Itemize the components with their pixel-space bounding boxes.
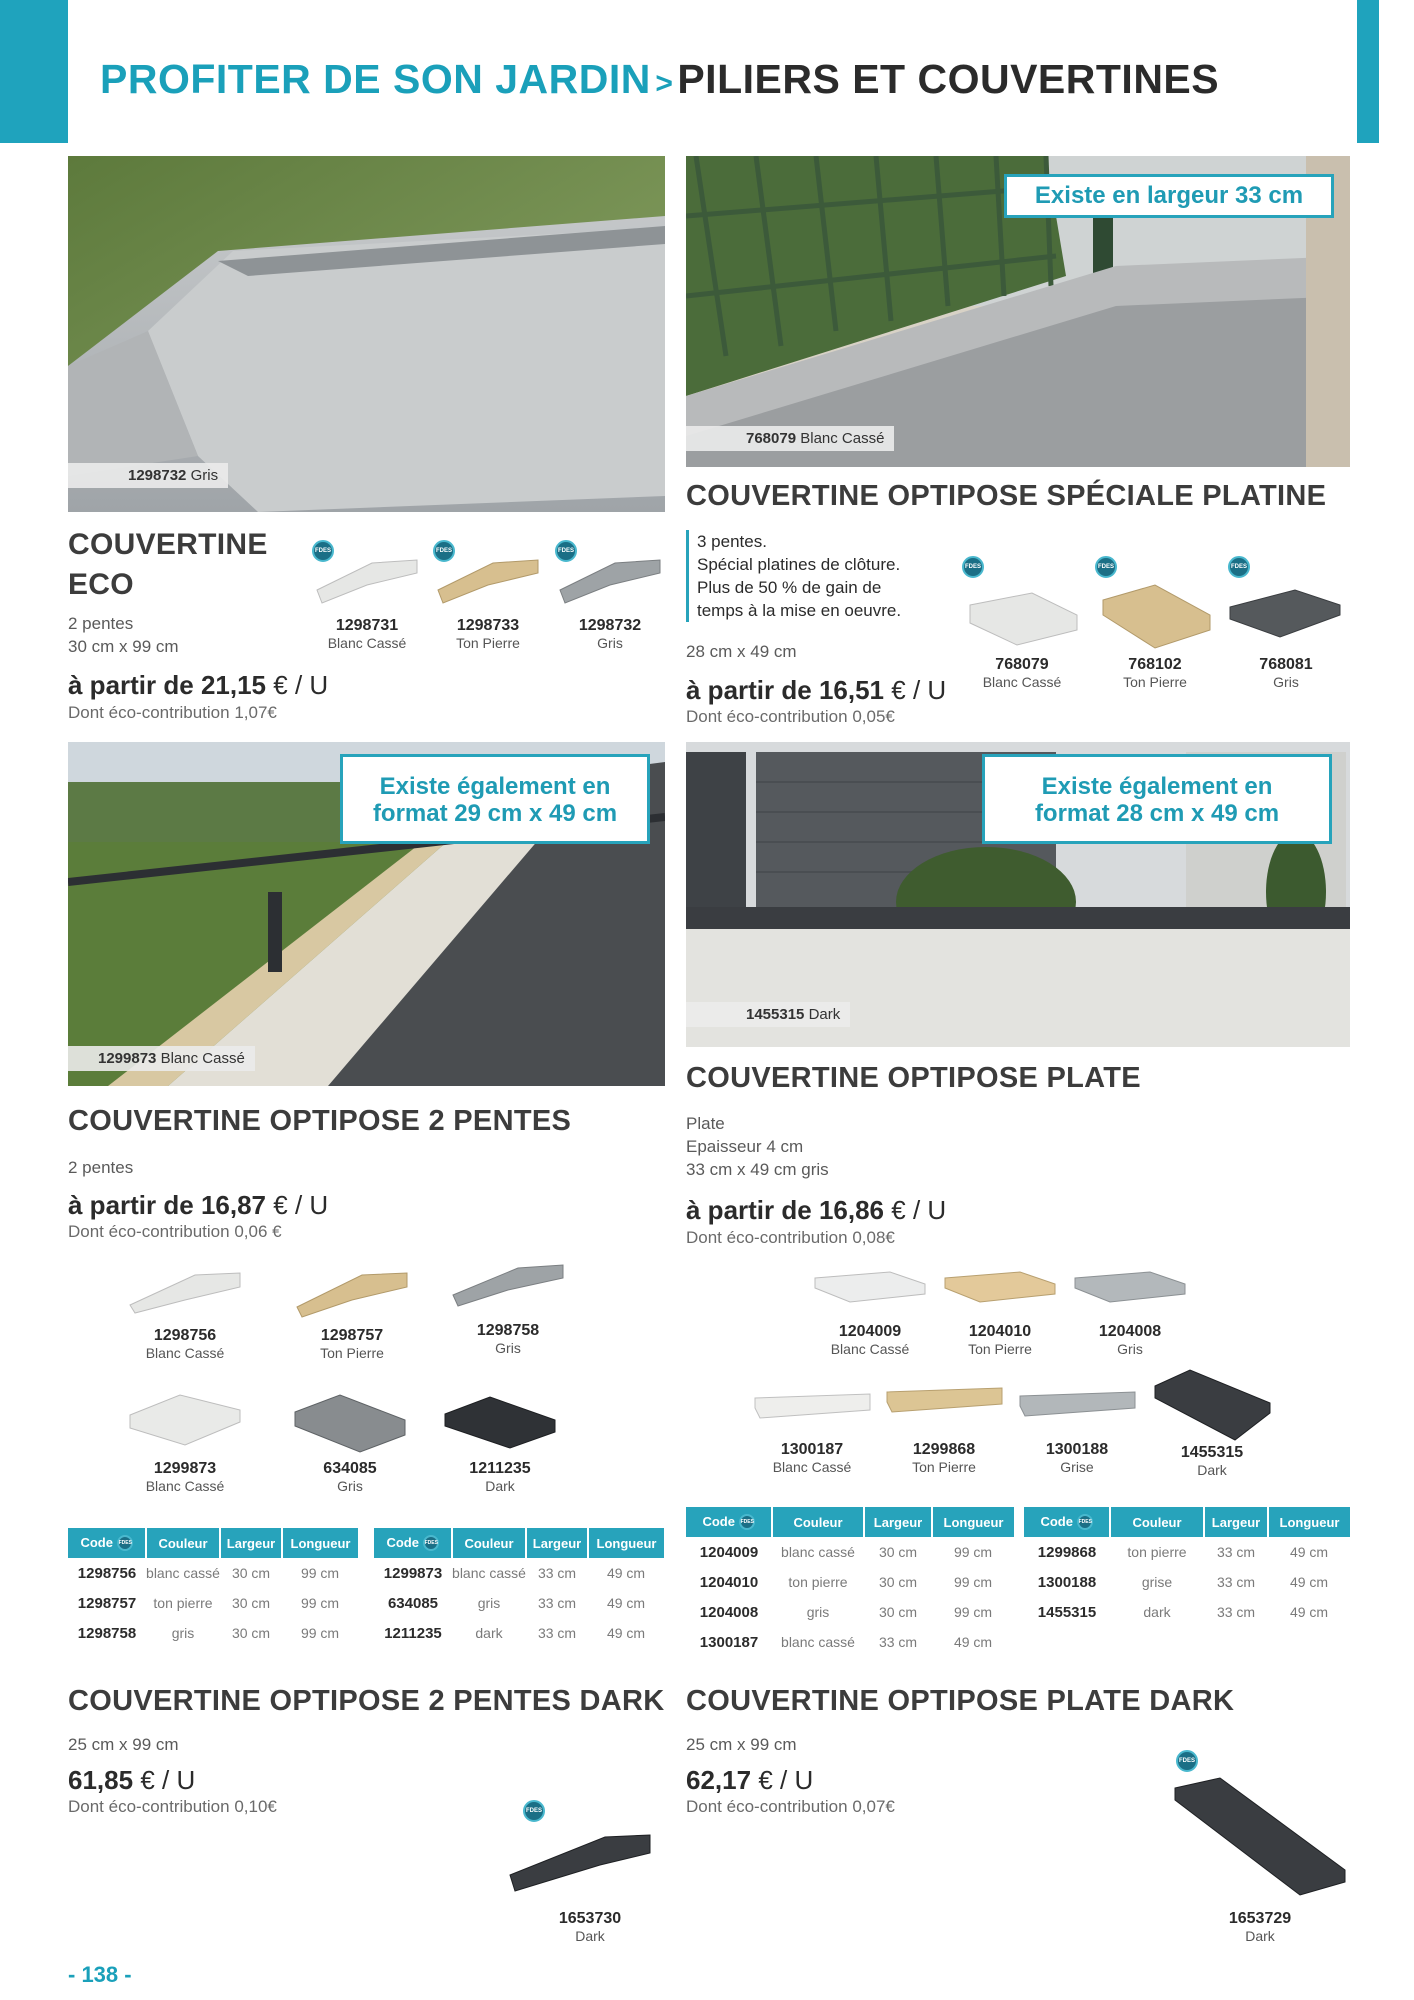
table-header-code: Code FDES bbox=[686, 1507, 772, 1537]
variant-1204009: 1204009 Blanc Cassé bbox=[830, 1323, 910, 1357]
variant-768079: 768079 Blanc Cassé bbox=[982, 656, 1062, 690]
eco-contribution: Dont éco-contribution 1,07€ bbox=[68, 703, 277, 722]
product-swatch-blanc-casse bbox=[125, 1265, 245, 1315]
variant-1204010: 1204010 Ton Pierre bbox=[968, 1323, 1032, 1357]
product-swatch-blanc-casse bbox=[810, 1270, 930, 1310]
product-swatch-dark bbox=[440, 1392, 560, 1452]
plate-price: à partir de 16,86 € / U bbox=[686, 1195, 947, 1225]
photo-couvertine-plate bbox=[686, 742, 1350, 1047]
header-left-bar bbox=[0, 0, 68, 143]
table-row: 1299873 blanc cassé 33 cm 49 cm bbox=[383, 1564, 646, 1582]
spec-table-plate-1 bbox=[686, 1507, 1014, 1657]
page-title bbox=[100, 56, 1219, 103]
variant-1204008: 1204008 Gris bbox=[1098, 1323, 1162, 1357]
product-swatch-ton-pierre bbox=[433, 555, 543, 605]
photo-caption: 768079 Blanc Cassé bbox=[686, 426, 894, 451]
table-header-code: Code FDES bbox=[68, 1528, 146, 1558]
2-pentes-dark-price: 61,85 € / U bbox=[68, 1765, 196, 1795]
variant-768081: 768081 Gris bbox=[1259, 656, 1313, 690]
variant-1300187: 1300187 Blanc Cassé bbox=[772, 1441, 852, 1475]
table-row: 1300188 grise 33 cm 49 cm bbox=[1037, 1573, 1329, 1591]
photo-couvertine-2-pentes bbox=[68, 742, 665, 1086]
fdes-badge-icon: FDES bbox=[312, 540, 334, 562]
product-swatch-gris bbox=[555, 555, 665, 605]
table-header-longueur: Longueur bbox=[588, 1528, 664, 1558]
product-swatch-ton-pierre bbox=[292, 1265, 412, 1320]
product-title-2-pentes: COUVERTINE OPTIPOSE 2 PENTES bbox=[68, 1105, 572, 1137]
2-pentes-dark-size: 25 cm x 99 cm bbox=[68, 1735, 179, 1754]
callout-plate-format: Existe également en format 28 cm x 49 cm bbox=[982, 754, 1332, 844]
page-title-subsection: PILIERS ET COUVERTINES bbox=[677, 56, 1220, 102]
product-swatch-ton-pierre bbox=[940, 1270, 1060, 1310]
table-row: 1298758 gris 30 cm 99 cm bbox=[77, 1624, 340, 1642]
spec-table-plate-2 bbox=[1024, 1507, 1350, 1627]
2-pentes-price: à partir de 16,87 € / U bbox=[68, 1190, 329, 1220]
table-header-largeur: Largeur bbox=[526, 1528, 588, 1558]
plate-dark-size: 25 cm x 99 cm bbox=[686, 1735, 797, 1754]
product-swatch-gris bbox=[290, 1390, 410, 1455]
variant-1298756: 1298756 Blanc Cassé bbox=[145, 1327, 225, 1361]
table-row: 1204009 blanc cassé 30 cm 99 cm bbox=[699, 1543, 993, 1561]
table-header-longueur: Longueur bbox=[282, 1528, 358, 1558]
callout-2-pentes-format: Existe également en format 29 cm x 49 cm bbox=[340, 754, 650, 844]
plate-eco-contribution: Dont éco-contribution 0,08€ bbox=[686, 1228, 895, 1247]
table-row: 1298757 ton pierre 30 cm 99 cm bbox=[77, 1594, 340, 1612]
platine-feature-box: 3 pentes. Spécial platines de clôture. Plus de 50 % de gain de temps à la mise en oeuvre. bbox=[686, 530, 901, 622]
variant-634085: 634085 Gris bbox=[323, 1460, 377, 1494]
photo-caption: 1299873 Blanc Cassé bbox=[68, 1046, 255, 1071]
photo-caption: 1298732 Gris bbox=[68, 463, 228, 488]
product-title-eco: COUVERTINE ECO bbox=[68, 528, 268, 601]
fdes-badge-icon: FDES bbox=[1077, 1514, 1093, 1530]
table-header-code: Code FDES bbox=[374, 1528, 452, 1558]
fdes-badge-icon: FDES bbox=[117, 1535, 133, 1551]
breadcrumb-separator: > bbox=[655, 67, 673, 100]
platine-size: 28 cm x 49 cm bbox=[686, 642, 797, 661]
photo-eco-illustration bbox=[68, 156, 665, 512]
fdes-badge-icon: FDES bbox=[555, 540, 577, 562]
table-row: 1298756 blanc cassé 30 cm 99 cm bbox=[77, 1564, 340, 1582]
product-title-2-pentes-dark: COUVERTINE OPTIPOSE 2 PENTES DARK bbox=[68, 1685, 665, 1717]
table-row: 1204008 gris 30 cm 99 cm bbox=[699, 1603, 993, 1621]
product-swatch-blanc-casse bbox=[962, 585, 1082, 650]
variant-1455315: 1455315 Dark bbox=[1180, 1444, 1244, 1478]
photo-caption: 1455315 Dark bbox=[686, 1002, 850, 1027]
eco-description: 2 pentes 30 cm x 99 cm bbox=[68, 614, 179, 656]
product-swatch-blanc-casse bbox=[750, 1392, 875, 1427]
plate-dark-price: 62,17 € / U bbox=[686, 1765, 814, 1795]
spec-table-2-pentes-1 bbox=[68, 1528, 358, 1648]
product-swatch-dark bbox=[1170, 1770, 1350, 1900]
plate-dark-eco-contribution: Dont éco-contribution 0,07€ bbox=[686, 1797, 895, 1816]
table-header-couleur: Couleur bbox=[452, 1528, 526, 1558]
2-pentes-eco-contribution: Dont éco-contribution 0,06 € bbox=[68, 1222, 282, 1241]
variant-1298732: 1298732 Gris bbox=[578, 617, 642, 651]
variant-1653729: 1653729 Dark bbox=[1228, 1910, 1292, 1944]
variant-1300188: 1300188 Grise bbox=[1045, 1441, 1109, 1475]
fdes-badge-icon: FDES bbox=[1095, 556, 1117, 578]
product-swatch-dark bbox=[1150, 1368, 1275, 1448]
product-swatch-ton-pierre bbox=[882, 1386, 1007, 1421]
fdes-badge-icon: FDES bbox=[739, 1514, 755, 1530]
table-row: 1211235 dark 33 cm 49 cm bbox=[384, 1624, 646, 1642]
product-swatch-grise bbox=[1015, 1390, 1140, 1425]
table-row: 1455315 dark 33 cm 49 cm bbox=[1037, 1603, 1329, 1621]
variant-1299873: 1299873 Blanc Cassé bbox=[145, 1460, 225, 1494]
product-swatch-gris bbox=[1225, 585, 1345, 645]
product-swatch-gris bbox=[1070, 1270, 1190, 1310]
fdes-badge-icon: FDES bbox=[1176, 1750, 1198, 1772]
product-title-plate-dark: COUVERTINE OPTIPOSE PLATE DARK bbox=[686, 1685, 1235, 1717]
table-row: 1204010 ton pierre 30 cm 99 cm bbox=[699, 1573, 993, 1591]
2-pentes-dark-eco-contribution: Dont éco-contribution 0,10€ bbox=[68, 1797, 277, 1816]
platine-eco-contribution: Dont éco-contribution 0,05€ bbox=[686, 707, 895, 726]
plate-description: Plate Epaisseur 4 cm 33 cm x 49 cm gris bbox=[686, 1114, 829, 1179]
variant-768102: 768102 Ton Pierre bbox=[1123, 656, 1187, 690]
table-header-largeur: Largeur bbox=[1204, 1507, 1268, 1537]
variant-1298758: 1298758 Gris bbox=[476, 1322, 540, 1356]
variant-1653730: 1653730 Dark bbox=[558, 1910, 622, 1944]
variant-1299868: 1299868 Ton Pierre bbox=[912, 1441, 976, 1475]
product-swatch-dark bbox=[505, 1825, 655, 1895]
header-right-bar bbox=[1357, 0, 1379, 143]
callout-platine-width: Existe en largeur 33 cm bbox=[1004, 174, 1334, 218]
eco-price: à partir de 21,15 € / U bbox=[68, 670, 329, 700]
fdes-badge-icon: FDES bbox=[433, 540, 455, 562]
table-header-couleur: Couleur bbox=[146, 1528, 220, 1558]
2-pentes-description: 2 pentes bbox=[68, 1158, 134, 1177]
table-header-code: Code FDES bbox=[1024, 1507, 1110, 1537]
page-title-section: PROFITER DE SON JARDIN bbox=[100, 56, 651, 102]
photo-couvertine-eco bbox=[68, 156, 665, 512]
fdes-badge-icon: FDES bbox=[962, 556, 984, 578]
table-header-couleur: Couleur bbox=[772, 1507, 864, 1537]
spec-table-2-pentes-2 bbox=[374, 1528, 664, 1648]
fdes-badge-icon: FDES bbox=[1228, 556, 1250, 578]
table-row: 634085 gris 33 cm 49 cm bbox=[387, 1594, 646, 1612]
variant-1211235: 1211235 Dark bbox=[469, 1460, 531, 1494]
product-swatch-blanc-casse bbox=[312, 555, 422, 605]
table-header-largeur: Largeur bbox=[220, 1528, 282, 1558]
product-title-platine: COUVERTINE OPTIPOSE SPÉCIALE PLATINE bbox=[686, 480, 1327, 512]
variant-1298733: 1298733 Ton Pierre bbox=[456, 617, 520, 651]
product-swatch-gris bbox=[448, 1260, 568, 1310]
fdes-badge-icon: FDES bbox=[523, 1800, 545, 1822]
product-swatch-ton-pierre bbox=[1095, 580, 1215, 650]
product-swatch-blanc-casse bbox=[125, 1390, 245, 1450]
table-header-longueur: Longueur bbox=[932, 1507, 1014, 1537]
table-header-largeur: Largeur bbox=[864, 1507, 932, 1537]
product-title-plate: COUVERTINE OPTIPOSE PLATE bbox=[686, 1062, 1141, 1094]
table-header-longueur: Longueur bbox=[1268, 1507, 1350, 1537]
table-row: 1300187 blanc cassé 33 cm 49 cm bbox=[699, 1633, 993, 1651]
table-header-couleur: Couleur bbox=[1110, 1507, 1204, 1537]
variant-1298757: 1298757 Ton Pierre bbox=[320, 1327, 384, 1361]
variant-1298731: 1298731 Blanc Cassé bbox=[327, 617, 407, 651]
platine-price: à partir de 16,51 € / U bbox=[686, 675, 947, 705]
photo-couvertine-platine bbox=[686, 156, 1350, 467]
table-row: 1299868 ton pierre 33 cm 49 cm bbox=[1037, 1543, 1329, 1561]
page-number: - 138 - bbox=[68, 1962, 132, 1987]
fdes-badge-icon: FDES bbox=[423, 1535, 439, 1551]
